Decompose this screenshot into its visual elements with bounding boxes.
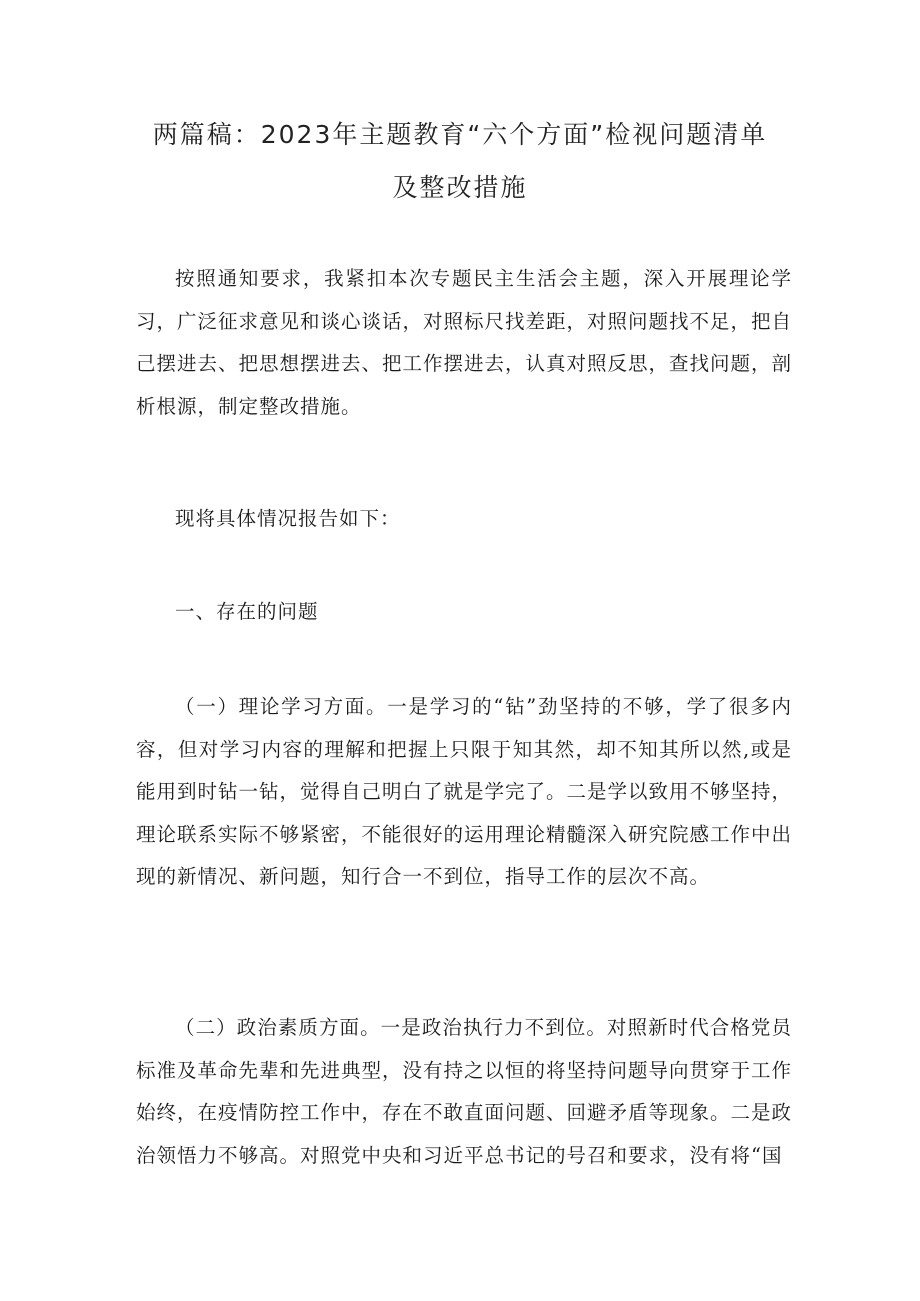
title-line-2: 及整改措施 (392, 173, 528, 202)
report-lead-paragraph: 现将具体情况报告如下： (175, 507, 401, 530)
theory-study-paragraph: （一）理论学习方面。一是学习的“钻”劲坚持的不够，学了很多内容，但对学习内容的理解和把握上只限于知其然，却不知其所以然,或是能用到时钻一钻，觉得自己明白了就是学完了。二是学以致用不够坚持，理论联系实际不够紧密，不能很好的运用理论精髓深入研究院感工作中出现的新情况、新问题，知行合一不到位，指导工作的层次不高。 (136, 695, 793, 888)
intro-paragraph: 按照通知要求，我紧扣本次专题民主生活会主题，深入开展理论学习，广泛征求意见和谈心谈话，对照标尺找差距，对照问题找不足，把自己摆进去、把思想摆进去、把工作摆进去，认真对照反思，查找问题，剖析根源，制定整改措施。 (136, 267, 793, 418)
document-title (120, 108, 800, 214)
section-heading-problems: 一、存在的问题 (175, 600, 319, 623)
title-line-1: 两篇稿：2023年主题教育“六个方面”检视问题清单 (152, 120, 768, 149)
political-quality-paragraph: （二）政治素质方面。一是政治执行力不到位。对照新时代合格党员标准及革命先辈和先进典型，没有持之以恒的将坚持问题导向贯穿于工作始终，在疫情防控工作中，存在不敢直面问题、回避矛盾等现象。二是政治领悟力不够高。对照党中央和习近平总书记的号召和要求，没有将“国 (136, 1016, 793, 1167)
